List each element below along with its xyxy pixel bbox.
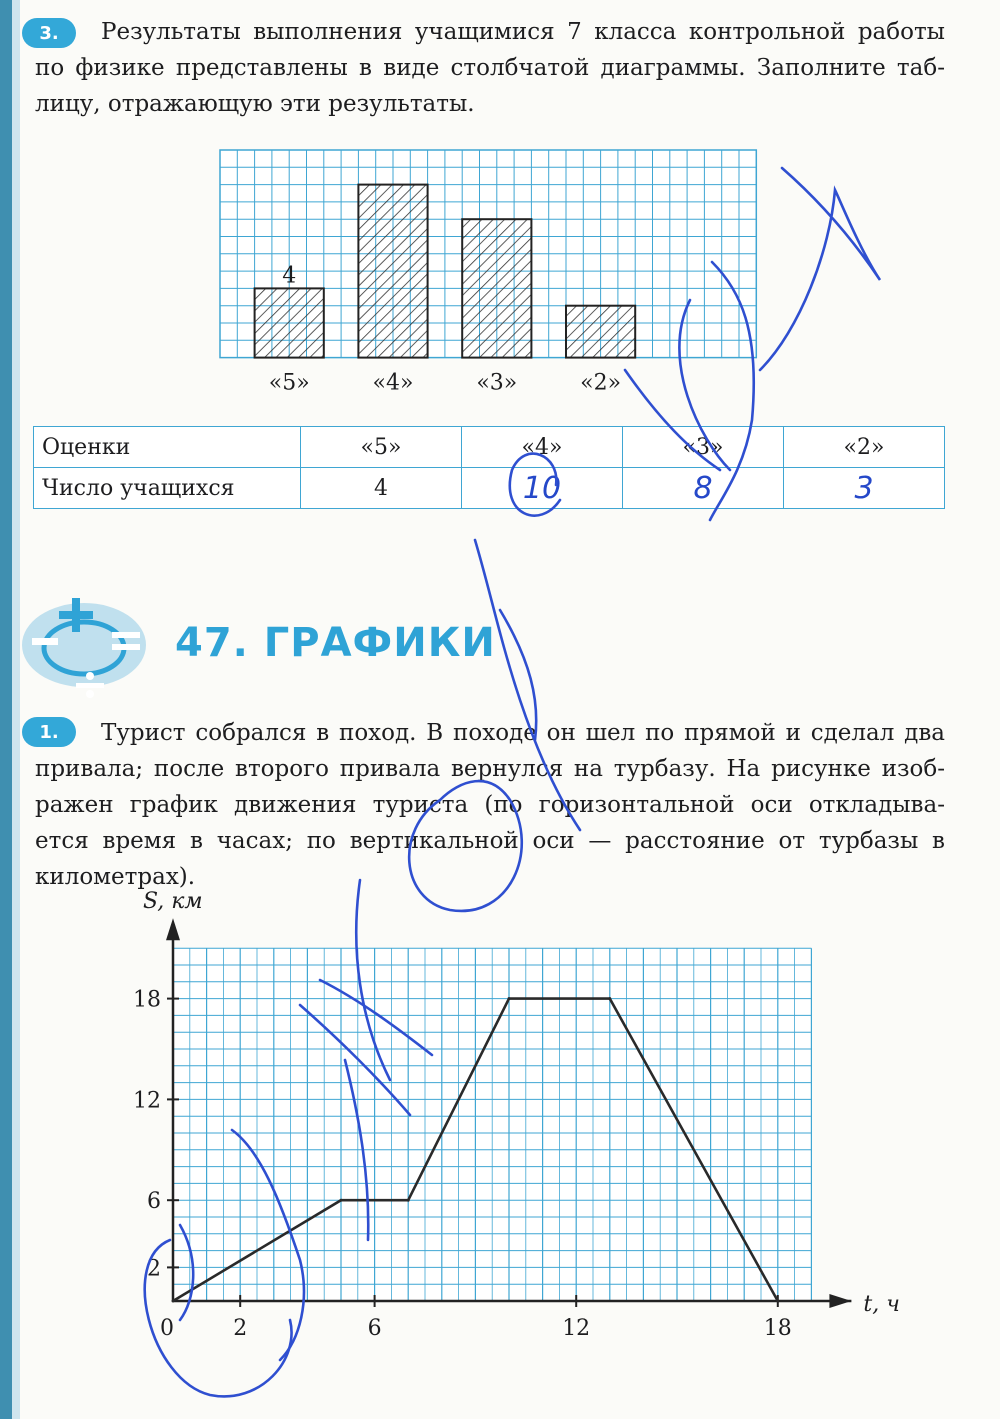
- table-row: [34, 427, 945, 468]
- bar-4: [566, 306, 635, 358]
- task1-line-2: привала; после второго привала вернулся на турбазу. На рисунке изоб-: [35, 756, 945, 782]
- y-tick-label: 6: [147, 1189, 161, 1215]
- section-title: 47. ГРАФИКИ: [175, 620, 496, 666]
- series-point: [608, 997, 611, 1000]
- bar-category-label: «3»: [476, 370, 518, 396]
- bar-3: [462, 219, 531, 357]
- line-chart: [120, 889, 900, 1360]
- x-tick-label: 6: [367, 1316, 382, 1341]
- series-point: [508, 997, 511, 1000]
- series-point: [172, 1300, 175, 1303]
- task1-line-5: километрах).: [35, 864, 196, 890]
- table-grade-5: «5»: [301, 427, 462, 468]
- series-point: [407, 1199, 410, 1202]
- y-tick-label: 18: [133, 987, 161, 1013]
- x-tick-label: 2: [233, 1316, 248, 1341]
- x-tick-label: 12: [562, 1316, 591, 1341]
- series-point: [776, 1300, 779, 1303]
- results-table: [33, 426, 945, 509]
- bar-1: [255, 288, 324, 357]
- page-edge-strip: [0, 0, 12, 1419]
- bar-2: [358, 185, 427, 358]
- task3-line-1: Результаты выполнения учащимися 7 класса контрольной работы: [101, 19, 945, 45]
- x-axis-label: t, ч: [863, 1292, 900, 1317]
- task-number-badge-1: 1.: [22, 717, 76, 747]
- bar-category-label: «4»: [372, 370, 414, 396]
- task1-text: [35, 715, 945, 895]
- task1-line-1: Турист собрался в поход. В походе он шел по прямой и сделал два: [101, 720, 945, 746]
- table-row: [34, 468, 945, 509]
- bar-category-label: «2»: [580, 370, 622, 396]
- x-axis-arrow-icon: [829, 1294, 851, 1308]
- task-number-badge: 3.: [22, 18, 76, 48]
- table-grade-3: «3»: [623, 427, 784, 468]
- page-edge-strip-light: [12, 0, 20, 1419]
- bar-data-label: 4: [282, 263, 297, 289]
- table-grade-4: «4»: [462, 427, 623, 468]
- table-count-5: 4: [301, 468, 462, 509]
- math-symbols-icon: [14, 590, 164, 700]
- table-header-label: Оценки: [34, 427, 301, 468]
- task1-line-4: ется время в часах; по вертикальной оси — расстояние от турбазы в: [35, 828, 945, 854]
- bar-category-label: «5»: [268, 370, 310, 396]
- series-point: [340, 1199, 343, 1202]
- handwritten-count-4: 10: [462, 468, 623, 509]
- x-tick-label: 18: [763, 1316, 792, 1341]
- scribble-stroke: [760, 168, 880, 370]
- x-tick-label: 0: [160, 1316, 174, 1341]
- task3-text: [35, 14, 945, 122]
- handwritten-count-2: 3: [784, 468, 945, 509]
- y-axis-arrow-icon: [166, 918, 180, 940]
- task3-line-3: лицу, отражающую эти результаты.: [35, 91, 475, 117]
- task3-line-2: по физике представлены в виде столбчатой диаграммы. Заполните таб-: [35, 55, 945, 81]
- y-axis-label: S, км: [143, 889, 203, 915]
- table-grade-2: «2»: [784, 427, 945, 468]
- handwritten-count-3: 8: [623, 468, 784, 509]
- y-tick-label: 2: [147, 1256, 161, 1282]
- table-row-label: Число учащихся: [34, 468, 301, 509]
- y-tick-label: 12: [133, 1088, 161, 1114]
- task1-line-3: ражен график движения туриста (по горизонтальной оси откладыва-: [35, 792, 945, 818]
- bar-chart: [210, 140, 770, 400]
